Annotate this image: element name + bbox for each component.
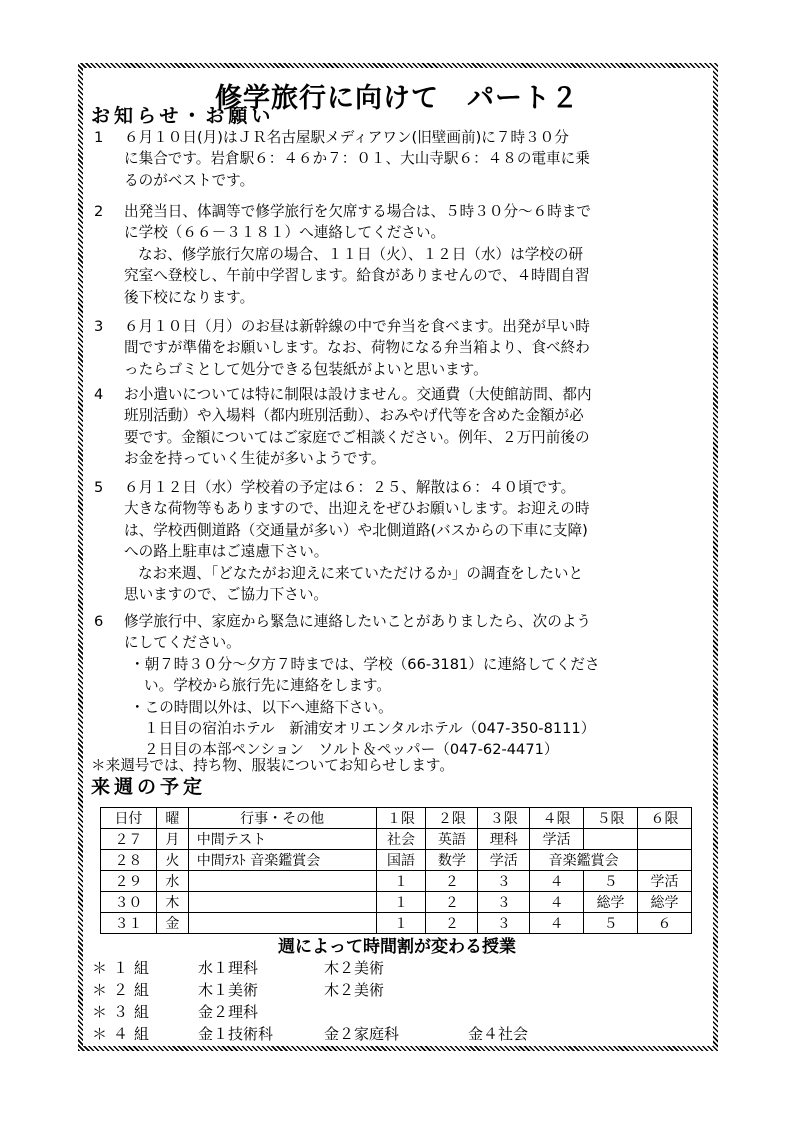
schedule-cell: 木 [156,892,188,913]
notice-item [94,316,706,380]
schedule-header-cell: １限 [376,808,426,829]
schedule-cell: 数学 [426,850,478,871]
schedule-cell: ３ [478,913,530,934]
class-subject: 金４社会 [468,1025,529,1043]
schedule-header-cell: ５限 [584,808,638,829]
contact-bullet: ・朝７時３０分～夕方７時までは、学校（66-3181）に連絡してくださ [130,655,600,673]
schedule-cell: 月 [156,829,188,850]
class-subject: 金２理科 [198,1003,259,1021]
table-row [101,913,692,934]
schedule-header-row [101,808,692,829]
table-row [101,892,692,913]
item-line: 大きな荷物等もありますので、出迎えをぜひお願いします。お迎えの時 [124,500,590,518]
schedule-cell: ４ [530,871,584,892]
schedule-cell [638,829,692,850]
schedule-cell: 金 [156,913,188,934]
schedule-header-cell: ３限 [478,808,530,829]
schedule-cell: 音楽鑑賞会 [530,850,638,871]
schedule-cell: ２８ [101,850,157,871]
item-line: なお、修学旅行欠席の場合、１１日（火）、１２日（水）は学校の研 [138,245,584,263]
schedule-cell: 総学 [584,892,638,913]
item-line: 後下校になります。 [124,288,255,306]
schedule-cell: １ [376,913,426,934]
hotel-contact: １日目の宿泊ホテル 新浦安オリエンタルホテル（047-350-8111） [144,720,596,738]
notice-item [94,384,706,470]
schedule-header-cell: 曜 [156,808,188,829]
item-line: は、学校西側道路（交通量が多い）や北側道路(バスからの下車に支障) [124,521,588,539]
class-subject: 金２家庭科 [324,1025,400,1043]
item-line: ６月１０日(月)はＪＲ名古屋駅メディアワン(旧壁画前)に７時３０分 [124,129,569,146]
item-line: 要です。金額についてはご家庭でご相談ください。例年、２万円前後の [124,428,590,446]
item-line: に集合です。岩倉駅６：４６か７：０１、大山寺駅６：４８の電車に乗 [124,150,590,168]
item-line: ったらゴミとして処分できる包装紙がよいと思います。 [124,360,488,378]
class-subject: 金１技術科 [198,1025,274,1043]
item-number: 5 [94,479,104,496]
schedule-cell: 社会 [376,829,426,850]
schedule-cell: 中間テスト [188,829,376,850]
schedule-cell [188,913,376,934]
page-title: 修学旅行に向けて パート２ [215,83,579,114]
hotel-contact: ２日目の本部ペンション ソルト＆ペッパー（047-62-4471） [144,741,559,759]
item-line: お金を持っていく生徒が多いようです。 [124,450,386,468]
item-line: に学校（６６－３１８１）へ連絡してください。 [124,224,446,242]
schedule-cell: 中間ﾃｽﾄ 音楽鑑賞会 [188,850,376,871]
schedule-cell: 理科 [478,829,530,850]
schedule-cell: ３ [478,871,530,892]
contact-bullet: ・この時間以外は、以下へ連絡下さい。 [130,698,393,716]
schedule-cell: 火 [156,850,188,871]
class-name: ＊３組 [92,1003,156,1021]
schedule-header-cell: ６限 [638,808,692,829]
item-number: 1 [94,129,104,146]
notice-item [94,127,706,191]
item-line: 間ですが準備をお願いします。なお、荷物になる弁当箱より、食べ終わ [124,339,590,357]
item-line: ６月１２日（水）学校着の予定は６：２５、解散は６：４０頃です。 [124,479,576,496]
schedule-cell: ５ [584,913,638,934]
schedule-cell: ２ [426,913,478,934]
schedule-cell: 水 [156,871,188,892]
item-line: お小遣いについては特に制限は設けません。交通費（大使館訪問、都内 [124,386,592,403]
schedule-cell: ４ [530,892,584,913]
schedule-cell: ５ [584,871,638,892]
item-line: 出発当日、体調等で修学旅行を欠席する場合は、５時３０分～６時まで [124,203,592,220]
item-line: 究室へ登校し、午前中学習します。給食がありませんので、４時間自習 [124,267,590,285]
schedule-cell: ３ [478,892,530,913]
class-name: ＊１組 [92,959,156,977]
schedule-cell [188,871,376,892]
schedule-header-cell: ４限 [530,808,584,829]
schedule-cell: ３０ [101,892,157,913]
class-name: ＊４組 [92,1025,156,1043]
schedule-header-cell: 日付 [101,808,157,829]
item-line: なお来週、「どなたがお迎えに来ていただけるか」の調査をしたいと [138,564,584,582]
class-subject: 木２美術 [324,959,385,977]
schedule-cell: ４ [530,913,584,934]
schedule-cell: 学活 [638,871,692,892]
table-row [101,871,692,892]
item-number: 3 [94,318,104,335]
schedule-header-cell: ２限 [426,808,478,829]
schedule-cell: 学活 [478,850,530,871]
notice-item [94,477,706,605]
item-number: 2 [94,203,104,220]
schedule-cell: １ [376,871,426,892]
schedule-cell: ６ [638,913,692,934]
class-name: ＊２組 [92,981,156,999]
item-number: 4 [94,386,104,403]
notice-heading: お知らせ・お願い [91,105,275,127]
schedule-cell: ２ [426,892,478,913]
schedule-heading: 来週の予定 [91,776,207,798]
class-subject: 木１美術 [198,981,259,999]
schedule-header-cell: 行事・その他 [188,808,376,829]
table-row [101,829,692,850]
subject-heading: 週によって時間割が変わる授業 [278,937,516,957]
table-row [101,850,692,871]
schedule-cell: ２ [426,871,478,892]
class-subject: 木２美術 [324,981,385,999]
schedule-cell: ２９ [101,871,157,892]
schedule-cell: 学活 [530,829,584,850]
item-line: 思いますので、ご協力下さい。 [124,586,329,604]
notice-item [94,201,706,308]
schedule-cell: ３１ [101,913,157,934]
contact-bullet-cont: い。学校から旅行先に連絡をします。 [144,677,391,695]
item-number: 6 [94,613,104,630]
item-line: 修学旅行中、家庭から緊急に連絡したいことがありましたら、次のよう [124,613,592,630]
schedule-cell: 英語 [426,829,478,850]
schedule-table [100,807,692,934]
notice-item [94,611,706,761]
item-line: にしてください。 [124,634,241,652]
schedule-cell [188,892,376,913]
item-line: るのがベストです。 [124,171,255,189]
item-line: ６月１０日（月）のお昼は新幹線の中で弁当を食べます。出発が早い時 [124,318,590,335]
schedule-cell: ２７ [101,829,157,850]
class-subject: 水１理科 [198,959,259,977]
schedule-cell: 総学 [638,892,692,913]
schedule-cell [638,850,692,871]
item-line: 班別活動）や入場料（都内班別活動）、おみやげ代等を含めた金額が必 [124,407,584,425]
schedule-cell: １ [376,892,426,913]
item-line: への路上駐車はご遠慮下さい。 [124,543,329,561]
schedule-cell: 国語 [376,850,426,871]
next-issue-note: ＊来週号では、持ち物、服装についてお知らせします。 [91,757,454,774]
schedule-cell [584,829,638,850]
